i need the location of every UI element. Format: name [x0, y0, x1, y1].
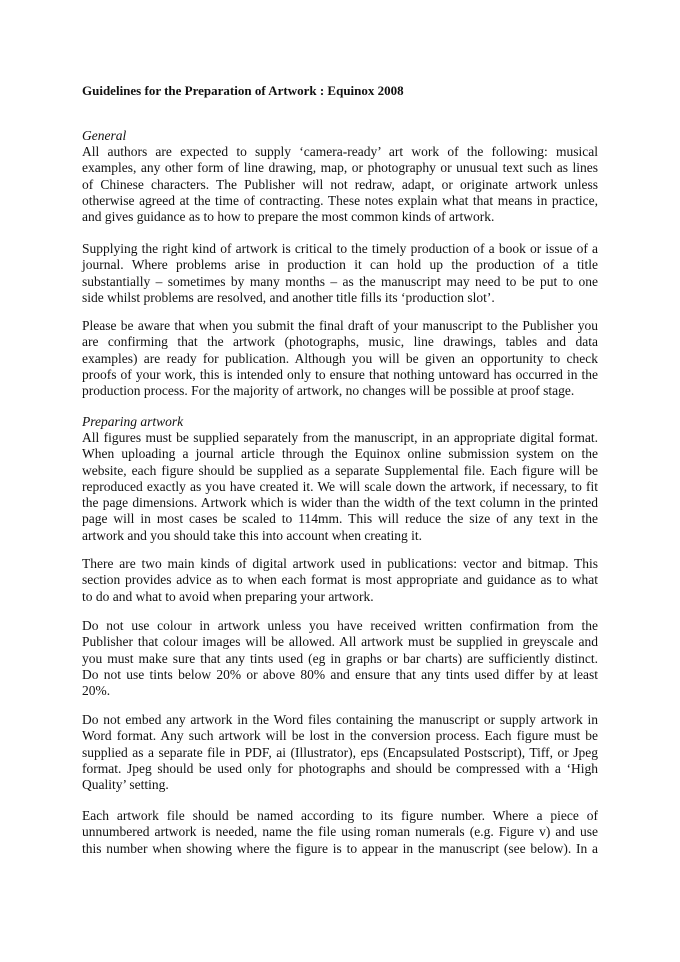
paragraph	[82, 318, 598, 399]
text-line: you must make sure that any tints used (eg in graphs or bar charts) are sufficiently distinct.	[82, 650, 598, 666]
paragraph	[82, 808, 598, 857]
paragraph	[82, 556, 598, 605]
text-line: examples) are ready for publication. Although you will be given an opportunity to check	[82, 350, 598, 366]
text-line: production process. For the majority of artwork, no changes will be possible at proof stage.	[82, 383, 575, 399]
text-line: reproduced exactly as you have created it. We will scale down the artwork, if necessary, to fit	[82, 478, 598, 494]
section-heading-general: General	[82, 128, 127, 143]
text-line: When uploading a journal article through the Equinox online submission system on the	[82, 446, 598, 462]
paragraph	[82, 144, 598, 225]
paragraph	[82, 430, 598, 544]
text-line: Do not embed any artwork in the Word files containing the manuscript or supply artwork in	[82, 712, 598, 727]
paragraph	[82, 712, 598, 793]
text-line: this number when showing where the figure is to appear in the manuscript (see below). In a	[82, 840, 598, 856]
text-line: Do not use colour in artwork unless you have received written confirmation from the	[82, 618, 598, 633]
text-line: Do not use tints below 20% or above 80% and ensure that any tints used differ by at least	[82, 666, 598, 682]
document-title: Guidelines for the Preparation of Artwork : Equinox 2008	[82, 83, 404, 98]
text-line: artwork and you should take this into account when creating it.	[82, 527, 423, 543]
text-line: to do and what to avoid when preparing your artwork.	[82, 588, 374, 604]
text-line: All authors are expected to supply ‘camera-ready’ art work of the following: musical	[82, 144, 598, 159]
text-line: unnumbered artwork is needed, name the file using roman numerals (e.g. Figure v) and use	[82, 824, 598, 840]
text-line: website, each figure should be supplied as a separate Supplemental file. Each figure will be	[82, 462, 598, 478]
text-line: 20%.	[82, 683, 111, 699]
text-line: All figures must be supplied separately from the manuscript, in an appropriate digital format.	[82, 430, 598, 445]
text-line: page will in most cases be scaled to 114mm. This will reduce the size of any text in the	[82, 511, 598, 527]
text-line: Each artwork file should be named according to its figure number. Where a piece of	[82, 808, 598, 823]
text-line: the page dimensions. Artwork which is wider than the width of the text column in the printed	[82, 495, 598, 511]
text-line: proofs of your work, this is intended only to ensure that nothing untoward has occurred in the	[82, 366, 598, 382]
text-line: side whilst problems are resolved, and another title fills its ‘production slot’.	[82, 289, 495, 305]
text-line: journal. Where problems arise in production it can hold up the production of a title	[82, 257, 598, 273]
paragraph	[82, 618, 598, 699]
text-line: Supplying the right kind of artwork is critical to the timely production of a book or issue of a	[82, 241, 598, 256]
text-line: Please be aware that when you submit the final draft of your manuscript to the Publisher you	[82, 318, 598, 333]
text-line: substantially – sometimes by many months – as the manuscript may need to be put to one	[82, 273, 598, 289]
text-line: format. Jpeg should be used only for photographs and should be compressed with a ‘High	[82, 760, 598, 776]
text-line: Word format. Any such artwork will be lost in the conversion process. Each figure must be	[82, 728, 598, 744]
text-line: and gives guidance as to how to prepare the most common kinds of artwork.	[82, 209, 495, 225]
text-line: section provides advice as to when each format is most appropriate and guidance as to what	[82, 572, 598, 588]
text-line: There are two main kinds of digital artwork used in publications: vector and bitmap. This	[82, 556, 598, 571]
text-line: otherwise agreed at the time of contracting. These notes explain what that means in practice,	[82, 192, 598, 208]
paragraph	[82, 241, 598, 306]
section-heading-preparing-artwork: Preparing artwork	[82, 414, 184, 429]
text-line: of Chinese characters. The Publisher will not redraw, adapt, or originate artwork unless	[82, 176, 598, 192]
text-line: are confirming that the artwork (photographs, music, line drawings, tables and data	[82, 334, 598, 350]
text-line: Quality’ setting.	[82, 777, 169, 793]
text-line: Publisher that colour images will be allowed. All artwork must be supplied in greyscale and	[82, 634, 598, 650]
text-line: examples, any other form of line drawing, map, or photography or unusual text such as lines	[82, 160, 598, 176]
text-line: supplied as a separate file in PDF, ai (Illustrator), eps (Encapsulated Postscript), Tiff, or Jpeg	[82, 744, 598, 760]
